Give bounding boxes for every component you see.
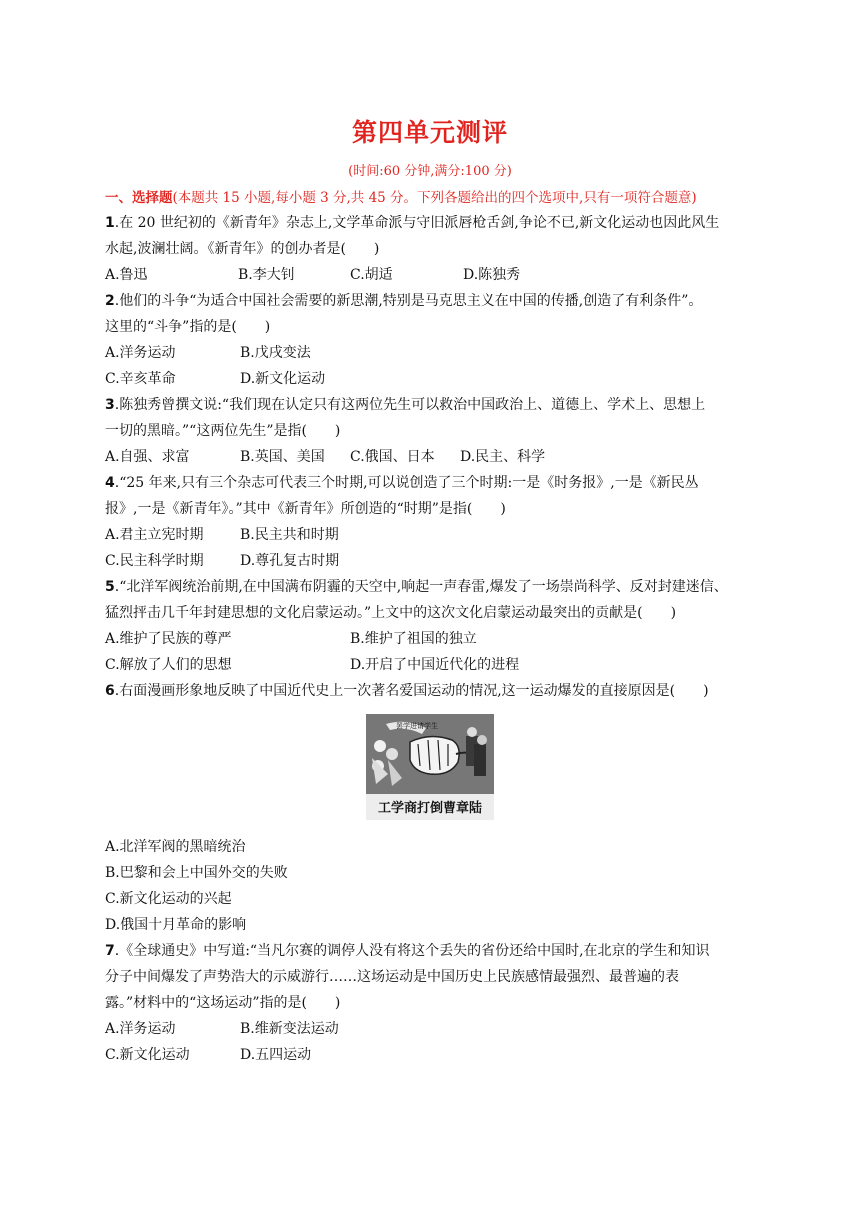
q7-option-a[interactable]: A.洋务运动	[105, 1021, 176, 1037]
q6-option-a[interactable]: A.北洋军阀的黑暗统治	[105, 839, 246, 855]
question-1-line-1	[105, 214, 719, 232]
page-title: 第四单元测评	[351, 118, 508, 147]
q5-option-c[interactable]: C.解放了人们的思想	[105, 657, 232, 673]
section-head: 一、选择题	[105, 190, 173, 206]
q4-option-c[interactable]: C.民主科学时期	[105, 553, 204, 569]
q1-option-b[interactable]: B.李大钊	[238, 267, 295, 283]
cartoon-banner-text: 罢学进请学生	[396, 722, 438, 730]
q4-option-b[interactable]: B.民主共和时期	[240, 527, 339, 543]
q2-option-b[interactable]: B.戊戌变法	[240, 345, 311, 361]
question-2-line-1	[105, 292, 702, 310]
q3-option-d[interactable]: D.民主、科学	[460, 449, 546, 465]
question-6-line-1	[105, 682, 709, 700]
question-7-line-2: 分子中间爆发了声势浩大的示威游行……这场运动是中国历史上民族感情最强烈、最普遍的表	[105, 969, 679, 985]
question-1-line-2: 水起,波澜壮阔。《新青年》的创办者是( )	[105, 241, 380, 257]
protest-cartoon	[366, 714, 494, 820]
q4-option-d[interactable]: D.尊孔复古时期	[240, 553, 340, 569]
question-4-line-1	[105, 474, 699, 492]
question-text: .《全球通史》中写道:“当凡尔赛的调停人没有将这个丢失的省份还给中国时,在北京的学生和知识	[114, 943, 710, 959]
q7-option-d[interactable]: D.五四运动	[240, 1047, 312, 1063]
question-number: 1	[105, 215, 115, 231]
question-text: .“25 年来,只有三个杂志可代表三个时期,可以说创造了三个时期:一是《时务报》,一是《新民丛	[114, 475, 699, 491]
question-number: 3	[105, 397, 115, 413]
q2-option-c[interactable]: C.辛亥革命	[105, 371, 176, 387]
question-4-line-2: 报》,一是《新青年》。”其中《新青年》所创造的“时期”是指( )	[105, 501, 506, 517]
q5-option-d[interactable]: D.开启了中国近代化的进程	[350, 657, 520, 673]
question-7-line-1	[105, 942, 710, 960]
q2-option-a[interactable]: A.洋务运动	[105, 345, 176, 361]
question-5-line-1	[105, 578, 728, 596]
q3-option-c[interactable]: C.俄国、日本	[350, 449, 435, 465]
section-note: (本题共 15 小题,每小题 3 分,共 45 分。下列各题给出的四个选项中,只有一项符合题意)	[172, 190, 697, 206]
question-text: .右面漫画形象地反映了中国近代史上一次著名爱国运动的情况,这一运动爆发的直接原因是( )	[114, 683, 709, 699]
question-3-line-1	[105, 396, 705, 414]
question-number: 2	[105, 293, 115, 309]
question-7-line-3: 露。”材料中的“这场运动”指的是( )	[105, 995, 341, 1011]
q4-option-a[interactable]: A.君主立宪时期	[105, 527, 204, 543]
q3-option-b[interactable]: B.英国、美国	[240, 449, 325, 465]
q7-option-b[interactable]: B.维新变法运动	[240, 1021, 339, 1037]
q3-option-a[interactable]: A.自强、求富	[105, 449, 190, 465]
q1-option-c[interactable]: C.胡适	[350, 267, 393, 283]
question-5-line-2: 猛烈抨击几千年封建思想的文化启蒙运动。”上文中的这次文化启蒙运动最突出的贡献是( )	[105, 605, 677, 621]
q1-option-a[interactable]: A.鲁迅	[105, 267, 148, 283]
q6-option-c[interactable]: C.新文化运动的兴起	[105, 891, 232, 907]
question-3-line-2: 一切的黑暗。”“这两位先生”是指( )	[105, 423, 341, 439]
cartoon-caption: 工学商打倒曹章陆	[377, 801, 483, 816]
question-number: 6	[105, 683, 115, 699]
q5-option-a[interactable]: A.维护了民族的尊严	[105, 631, 232, 647]
question-text: .“北洋军阀统治前期,在中国满布阴霾的天空中,响起一声春雷,爆发了一场崇尚科学、反对封建迷信、	[114, 579, 728, 595]
exam-time-score: (时间:60 分钟,满分:100 分)	[348, 164, 512, 179]
q5-option-b[interactable]: B.维护了祖国的独立	[350, 631, 477, 647]
question-number: 7	[105, 943, 115, 959]
section-heading	[105, 186, 785, 206]
question-number: 5	[105, 579, 115, 595]
question-text: .陈独秀曾撰文说:“我们现在认定只有这两位先生可以救治中国政治上、道德上、学术上、思想上	[114, 397, 706, 413]
q6-option-b[interactable]: B.巴黎和会上中国外交的失败	[105, 865, 288, 881]
question-number: 4	[105, 475, 115, 491]
q6-option-d[interactable]: D.俄国十月革命的影响	[105, 917, 247, 933]
q1-option-d[interactable]: D.陈独秀	[463, 267, 521, 283]
question-text: .他们的斗争“为适合中国社会需要的新思潮,特别是马克思主义在中国的传播,创造了有利条件”。	[114, 293, 703, 309]
question-text: .在 20 世纪初的《新青年》杂志上,文学革命派与守旧派唇枪舌剑,争论不已,新文化运动也因此风生	[114, 215, 720, 231]
question-2-line-2: 这里的“斗争”指的是( )	[105, 319, 271, 335]
q7-option-c[interactable]: C.新文化运动	[105, 1047, 190, 1063]
q2-option-d[interactable]: D.新文化运动	[240, 371, 326, 387]
